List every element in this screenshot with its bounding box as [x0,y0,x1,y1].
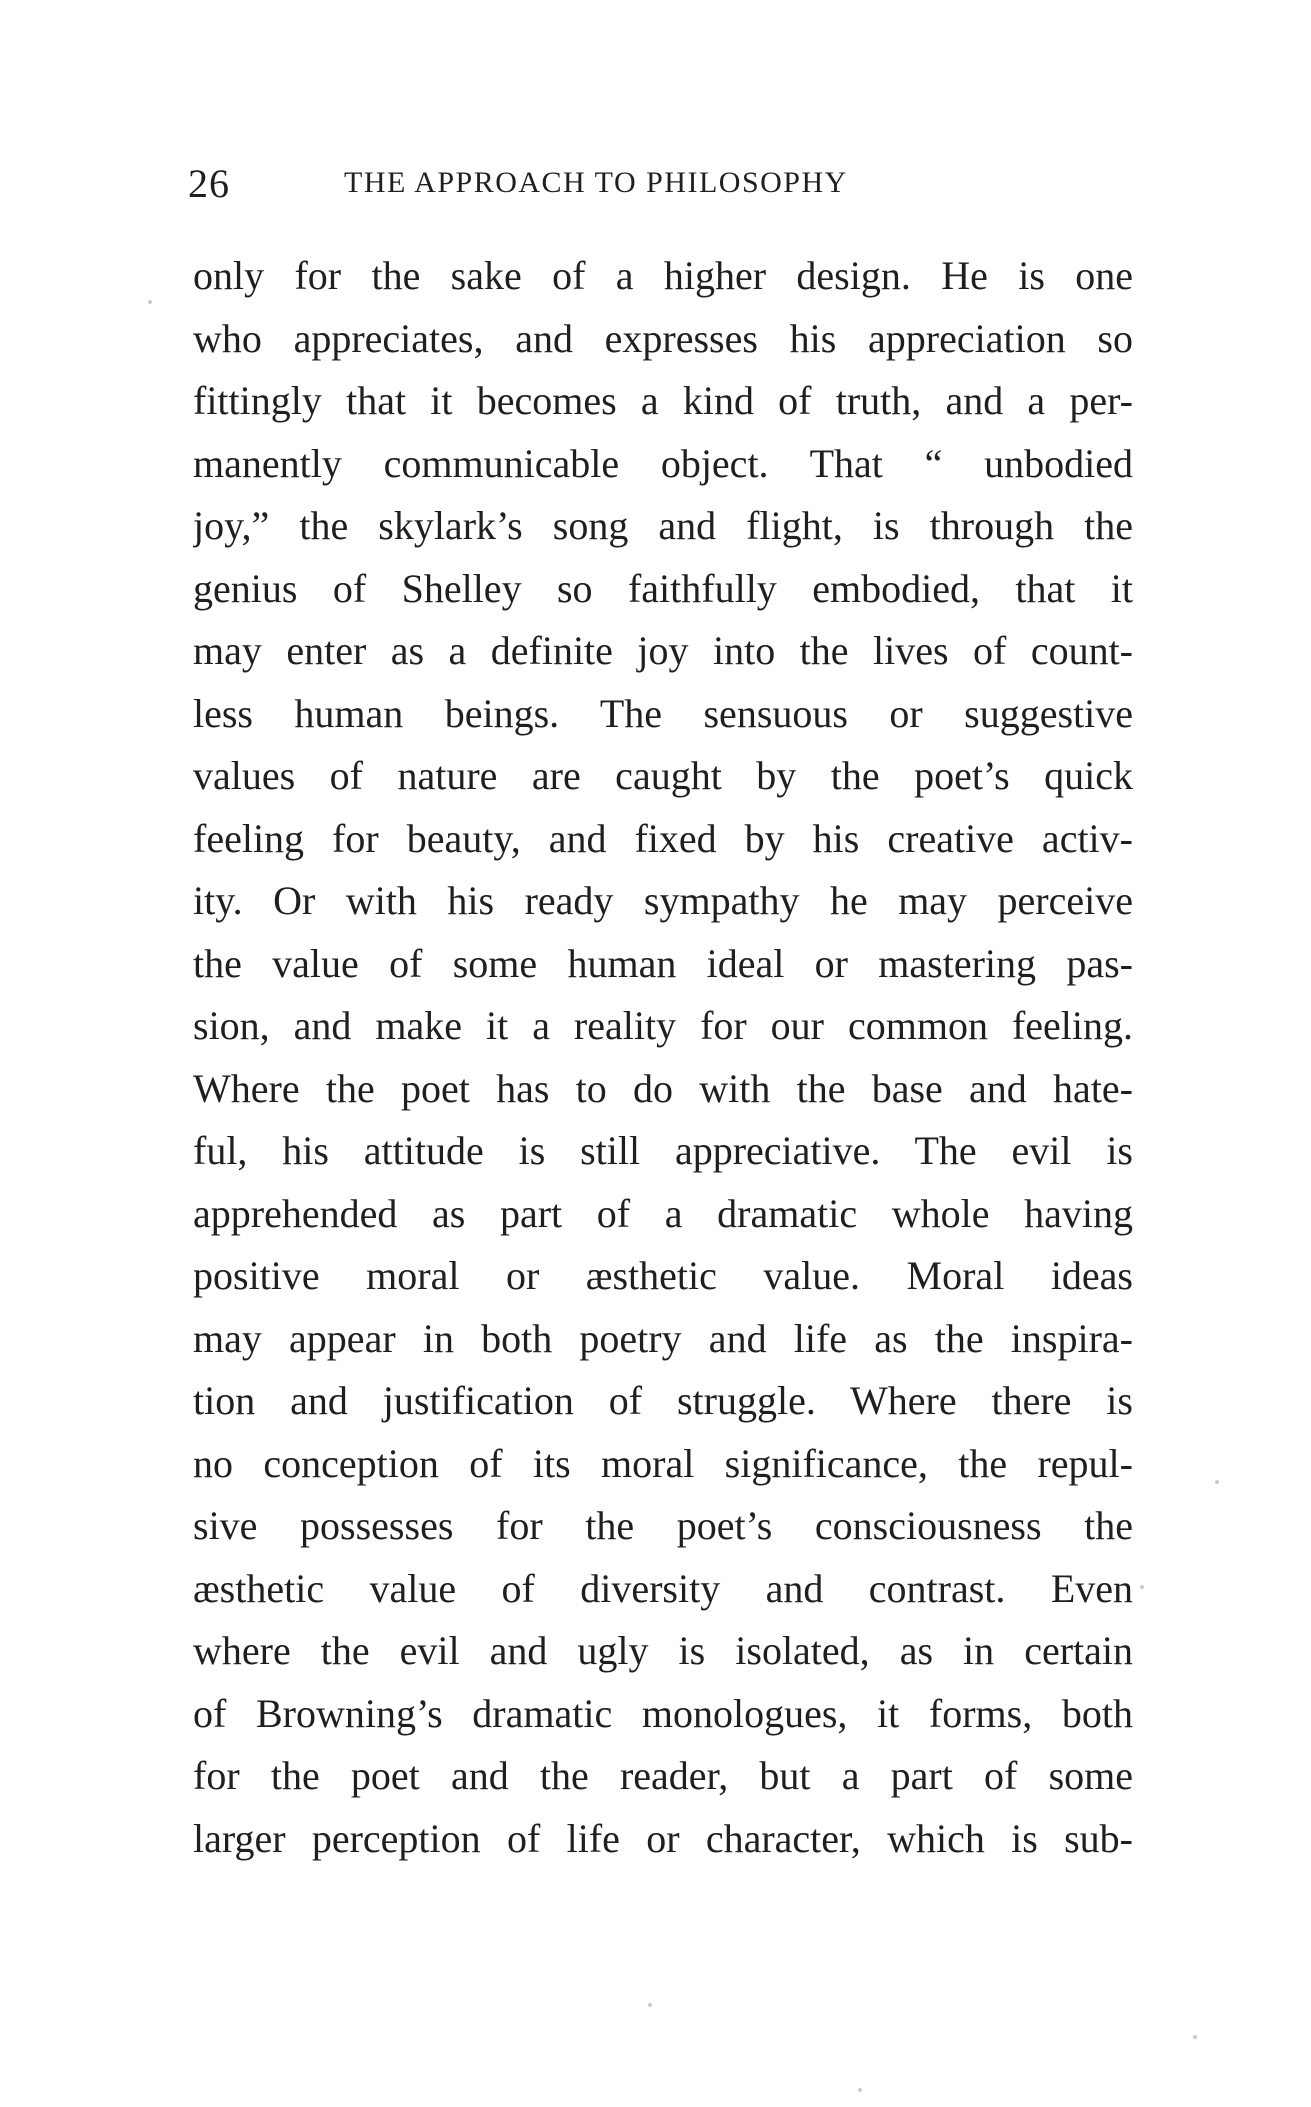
text-line: positive moral or æsthetic value. Moral ideas [193,1253,1133,1298]
text-line: who appreciates, and expresses his appreciation so [193,315,1133,361]
text-line: larger perception of life or character, which is sub- [193,1815,1133,1861]
text-line: apprehended as part of a dramatic whole having [193,1190,1133,1236]
text-line: tion and justification of struggle. Where there is [193,1378,1133,1423]
text-line: the value of some human ideal or mastering pas- [193,940,1133,986]
text-line: genius of Shelley so faithfully embodied, that it [193,565,1133,611]
paper-speck [1140,1585,1144,1589]
text-line: sion, and make it a reality for our common feeling. [193,1003,1133,1048]
text-line: ity. Or with his ready sympathy he may perceive [193,878,1133,923]
text-line: only for the sake of a higher design. He is one [193,253,1133,298]
page-number: 26 [188,161,230,206]
text-line: less human beings. The sensuous or suggestive [193,690,1133,736]
paper-speck [648,2003,652,2007]
text-line: feeling for beauty, and fixed by his creative activ- [193,815,1133,861]
text-line: sive possesses for the poet’s consciousness the [193,1503,1133,1548]
body-text [193,245,1133,1870]
text-line: of Browning’s dramatic monologues, it forms, both [193,1690,1133,1736]
text-line: Where the poet has to do with the base and hate- [193,1065,1133,1111]
paper-speck [1193,2035,1197,2039]
page-header [188,160,1138,210]
text-line: may enter as a definite joy into the lives of count- [193,628,1133,673]
running-title: THE APPROACH TO PHILOSOPHY [344,166,848,199]
text-line: æsthetic value of diversity and contrast. Even [193,1565,1133,1611]
text-line: joy,” the skylark’s song and flight, is through the [193,503,1133,548]
text-line: values of nature are caught by the poet’s quick [193,753,1133,798]
text-line: may appear in both poetry and life as the inspira- [193,1315,1133,1361]
paper-speck [148,300,152,304]
text-line: no conception of its moral significance, the repul- [193,1440,1133,1486]
text-line: manently communicable object. That “ unbodied [193,440,1133,486]
paper-speck [858,2088,862,2092]
text-line: fittingly that it becomes a kind of truth, and a per- [193,378,1133,423]
text-line: for the poet and the reader, but a part of some [193,1753,1133,1798]
text-line: ful, his attitude is still appreciative. The evil is [193,1128,1133,1173]
text-line: where the evil and ugly is isolated, as in certain [193,1628,1133,1673]
paper-speck [1215,1480,1219,1484]
